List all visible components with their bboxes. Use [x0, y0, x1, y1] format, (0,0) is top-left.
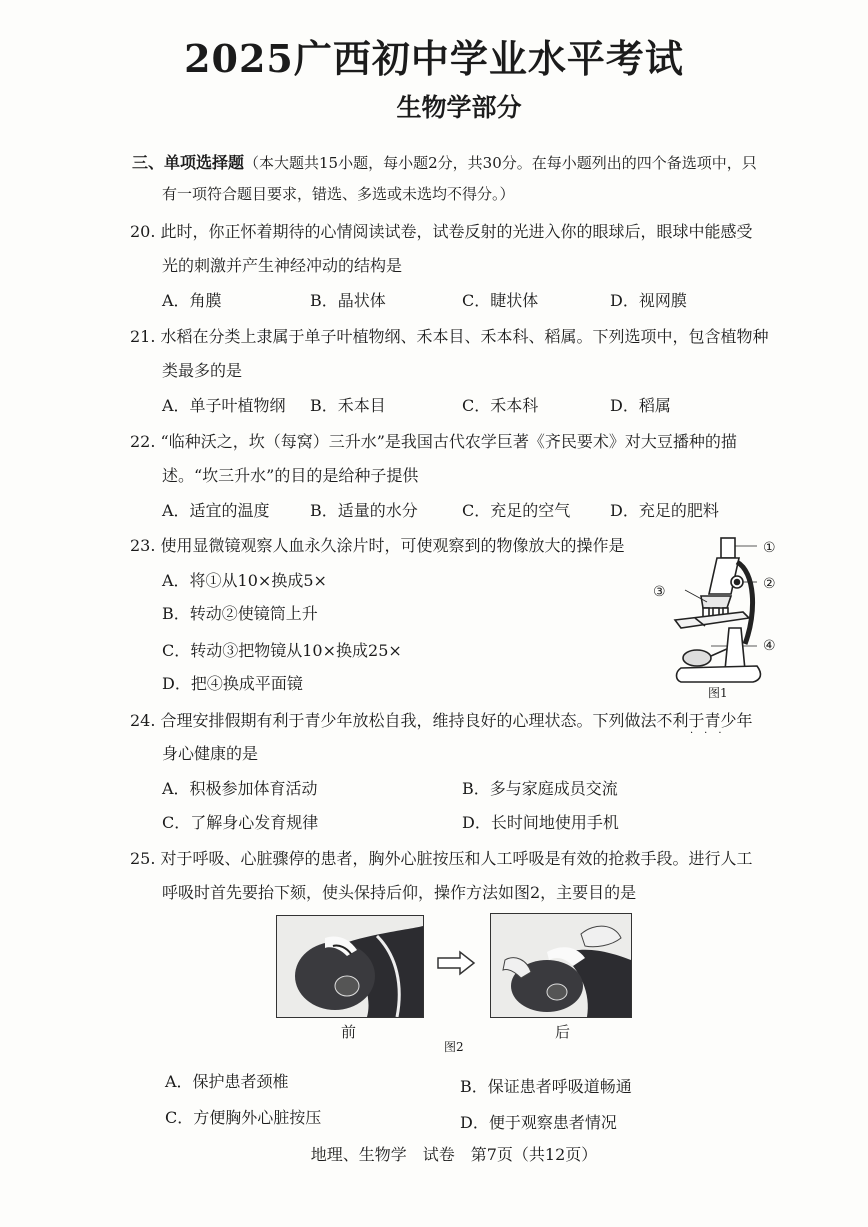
question-23: [130, 533, 625, 556]
option-c[interactable]: C．睫状体: [462, 291, 539, 310]
figure-before-label: 前: [341, 1023, 357, 1041]
question-20: [130, 219, 753, 242]
option-c[interactable]: C．禾本科: [462, 396, 539, 415]
option-b[interactable]: B．禾本目: [310, 396, 386, 415]
option-c[interactable]: C．方便胸外心脏按压: [165, 1108, 322, 1127]
option-a[interactable]: A．保护患者颈椎: [165, 1072, 289, 1091]
question-number: 23.: [130, 536, 156, 555]
option-b[interactable]: B．适量的水分: [310, 501, 418, 520]
question-24: [130, 708, 753, 731]
question-stem: 合理安排假期有利于青少年放松自我，维持良好的心理状态。下列做法不利于青少年: [160, 711, 753, 730]
option-c[interactable]: C．了解身心发育规律: [162, 813, 319, 832]
figure-caption: 图2: [444, 1040, 464, 1054]
option-d[interactable]: D．长时间地使用手机: [462, 813, 619, 832]
question-25: [130, 846, 753, 869]
figure-label-4: ④: [763, 638, 776, 654]
option-a[interactable]: A．积极参加体育活动: [162, 779, 318, 798]
option-b[interactable]: B．转动②使镜筒上升: [162, 604, 318, 623]
question-stem: 使用显微镜观察人血永久涂片时，可使观察到的物像放大的操作是: [160, 536, 625, 555]
figure-label-2: ②: [763, 576, 776, 592]
option-a[interactable]: A．将①从10×换成5×: [162, 571, 327, 590]
question-21: [130, 324, 769, 347]
figure-after-image: [490, 913, 632, 1018]
question-stem: 此时，你正怀着期待的心情阅读试卷，试卷反射的光进入你的眼球后，眼球中能感受: [160, 222, 753, 241]
option-b[interactable]: B．多与家庭成员交流: [462, 779, 618, 798]
option-c[interactable]: C．转动③把物镜从10×换成25×: [162, 641, 402, 660]
question-stem: 水稻在分类上隶属于单子叶植物纲、禾本目、禾本科、稻属。下列选项中，包含植物种: [160, 327, 769, 346]
figure-label-3: ③: [653, 584, 666, 600]
section-instructions-2: 有一项符合题目要求，错选、多选或未选均不得分。）: [162, 185, 515, 203]
page-subtitle: 生物学部分: [396, 93, 522, 122]
option-a[interactable]: A．单子叶植物纲: [162, 396, 286, 415]
page-footer: 地理、生物学 试卷 第7页（共12页）: [310, 1145, 598, 1164]
figure-caption: 图1: [708, 686, 728, 700]
question-number: 25.: [130, 849, 156, 868]
section-label: 三、单项选择题: [132, 153, 245, 172]
question-22: [130, 429, 737, 452]
microscope-figure: [645, 532, 795, 702]
question-stem-cont: 述。“坎三升水”的目的是给种子提供: [162, 466, 419, 485]
figure-after-label: 后: [555, 1023, 571, 1041]
option-b[interactable]: B．晶状体: [310, 291, 386, 310]
section-heading: [132, 150, 757, 173]
question-number: 21.: [130, 327, 156, 346]
figure-before-image: [276, 915, 424, 1018]
figure-label-1: ①: [763, 540, 776, 556]
arrow-right-icon: [436, 950, 476, 976]
question-number: 24.: [130, 711, 156, 730]
question-stem-cont: 呼吸时首先要抬下颏，使头保持后仰，操作方法如图2，主要目的是: [162, 883, 637, 902]
page-title: 2025广西初中学业水平考试: [184, 36, 684, 81]
microscope-drawing: [675, 538, 760, 682]
option-d[interactable]: D．把④换成平面镜: [162, 674, 303, 693]
question-stem: “临种沃之，坎（每窝）三升水”是我国古代农学巨著《齐民要术》对大豆播种的描: [160, 432, 737, 451]
option-b[interactable]: B．保证患者呼吸道畅通: [460, 1077, 632, 1096]
question-number: 22.: [130, 432, 156, 451]
option-d[interactable]: D．稻属: [610, 396, 671, 415]
emphasis-dots: ···: [690, 728, 733, 739]
section-instructions-1: （本大题共15小题，每小题2分，共30分。在每小题列出的四个备选项中，只: [244, 154, 757, 172]
question-stem: 对于呼吸、心脏骤停的患者，胸外心脏按压和人工呼吸是有效的抢救手段。进行人工: [160, 849, 753, 868]
question-stem-cont: 类最多的是: [162, 361, 243, 380]
option-a[interactable]: A．角膜: [162, 291, 222, 310]
option-c[interactable]: C．充足的空气: [462, 501, 571, 520]
option-a[interactable]: A．适宜的温度: [162, 501, 270, 520]
question-stem-cont: 身心健康的是: [162, 744, 259, 763]
question-number: 20.: [130, 222, 156, 241]
option-d[interactable]: D．充足的肥料: [610, 501, 719, 520]
option-d[interactable]: D．便于观察患者情况: [460, 1113, 617, 1132]
option-d[interactable]: D．视网膜: [610, 291, 687, 310]
question-stem-cont: 光的刺激并产生神经冲动的结构是: [162, 256, 403, 275]
